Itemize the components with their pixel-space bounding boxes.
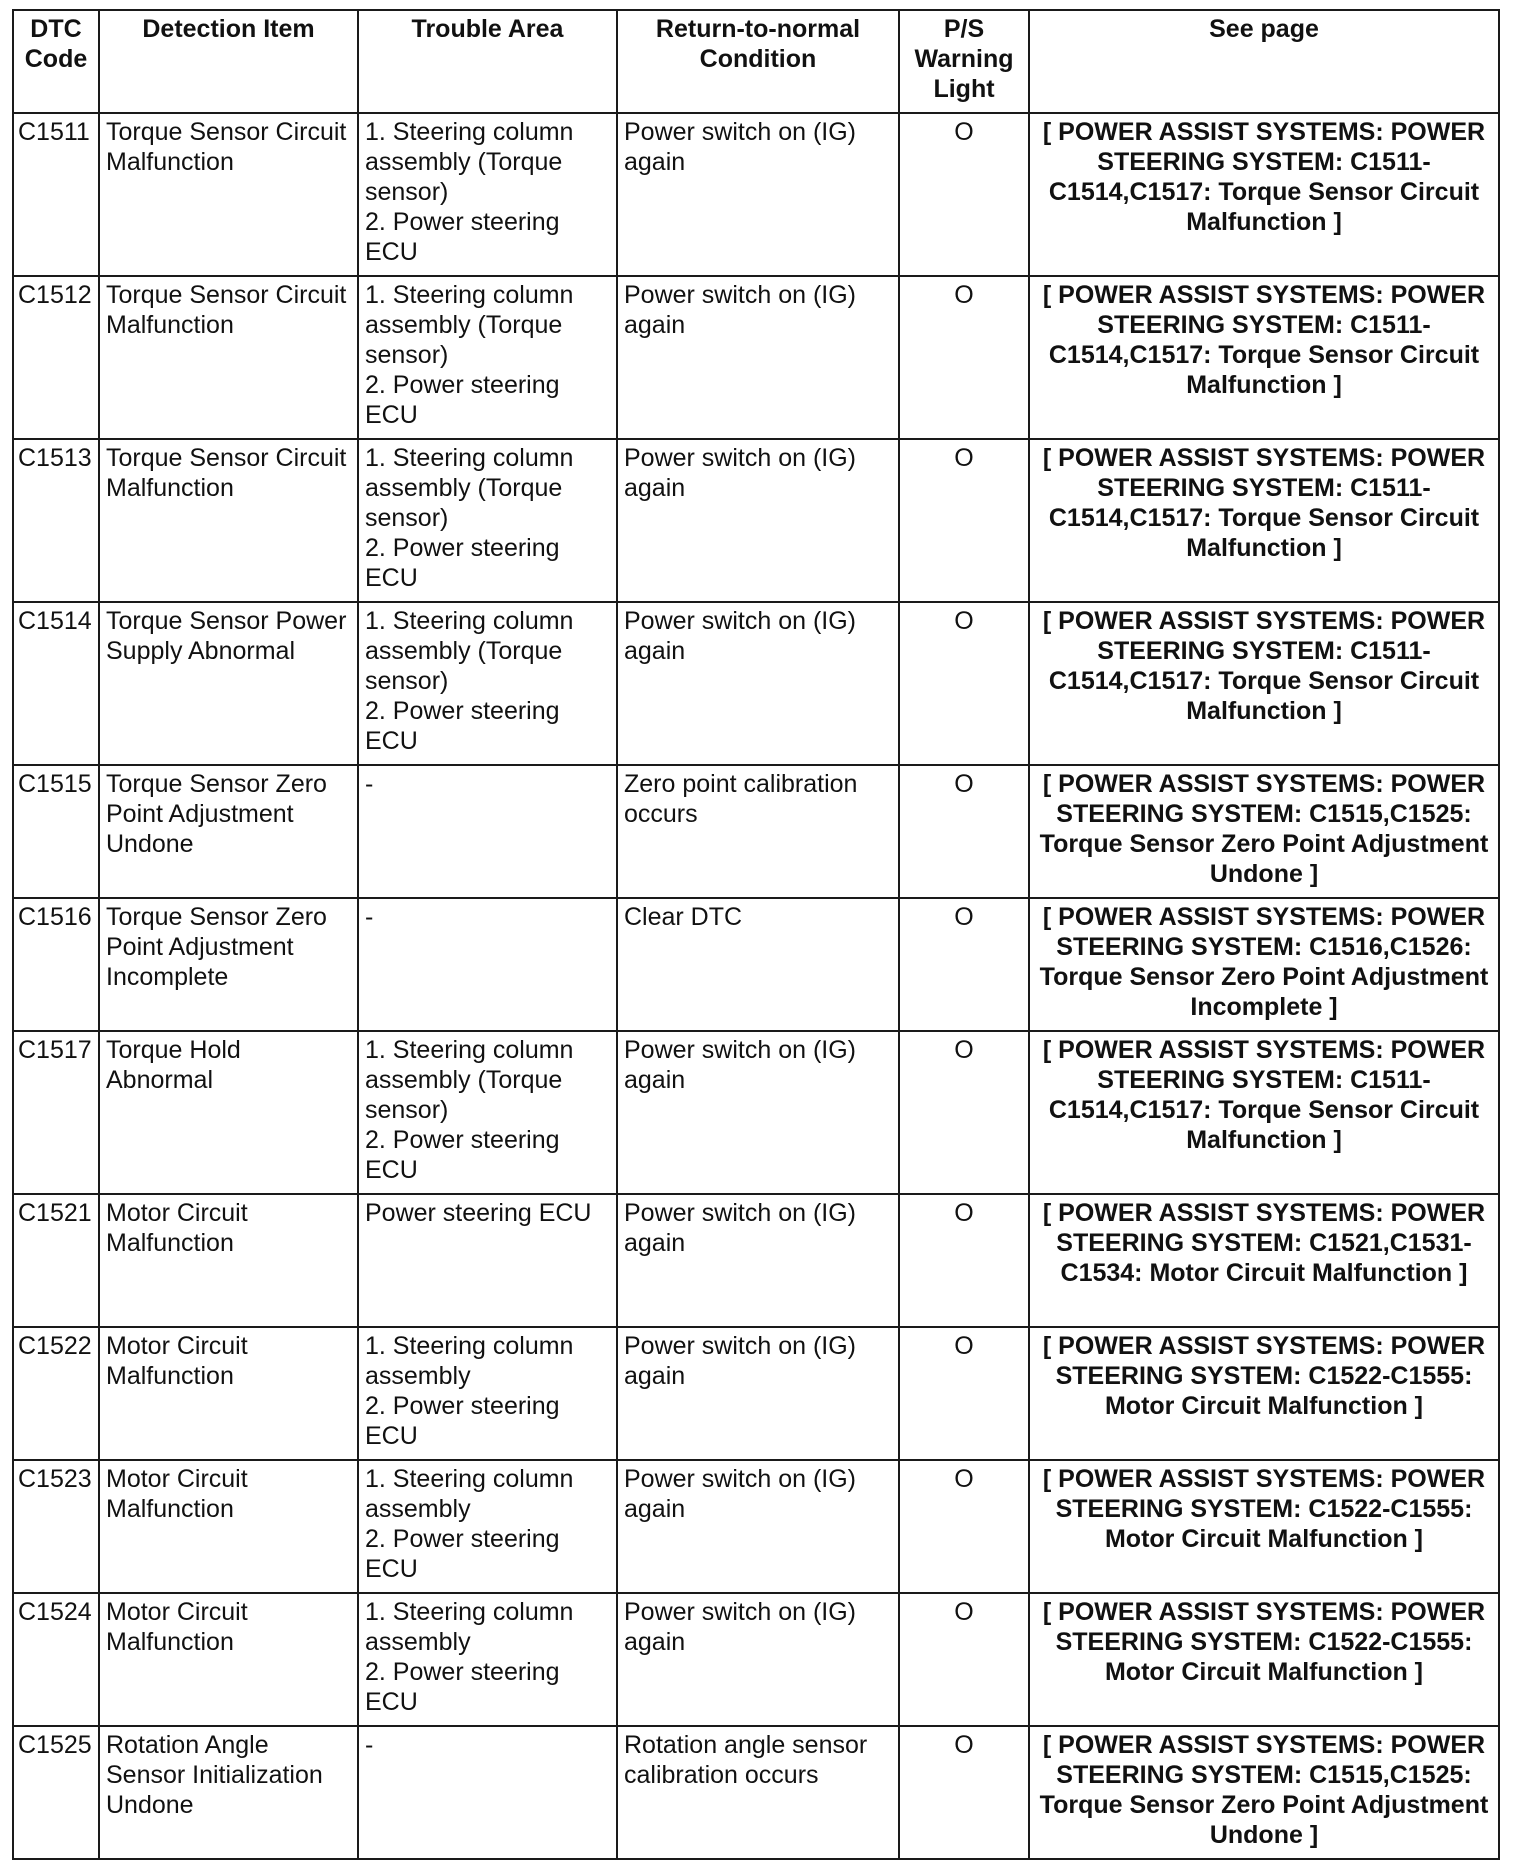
dtc-code-cell: C1523	[13, 1460, 99, 1593]
trouble-area-line: 2. Power steering ECU	[365, 1126, 560, 1184]
warning-light-cell: O	[899, 113, 1029, 276]
see-page-link[interactable]: [ POWER ASSIST SYSTEMS: POWER STEERING SYSTEM: C1516,C1526: Torque Sensor Zero Point Adjustment Incomplete ]	[1029, 898, 1499, 1031]
dtc-code-cell: C1516	[13, 898, 99, 1031]
warning-light-cell: O	[899, 1327, 1029, 1460]
table-row	[13, 898, 1499, 1031]
table-row	[13, 1194, 1499, 1327]
header-see-page: See page	[1029, 10, 1499, 113]
see-page-link[interactable]: [ POWER ASSIST SYSTEMS: POWER STEERING SYSTEM: C1521,C1531-C1534: Motor Circuit Malfunction ]	[1029, 1194, 1499, 1327]
trouble-area-line: -	[365, 903, 374, 931]
return-condition-cell: Power switch on (IG) again	[617, 1593, 899, 1726]
detection-item-cell: Rotation Angle Sensor Initialization Undone	[99, 1726, 358, 1859]
detection-item-cell: Motor Circuit Malfunction	[99, 1460, 358, 1593]
see-page-link[interactable]: [ POWER ASSIST SYSTEMS: POWER STEERING SYSTEM: C1511-C1514,C1517: Torque Sensor Circuit Malfunction ]	[1029, 602, 1499, 765]
dtc-code-cell: C1514	[13, 602, 99, 765]
see-page-link[interactable]: [ POWER ASSIST SYSTEMS: POWER STEERING SYSTEM: C1522-C1555: Motor Circuit Malfunction ]	[1029, 1460, 1499, 1593]
trouble-area-line: 1. Steering column assembly (Torque sensor)	[365, 444, 574, 532]
warning-light-cell: O	[899, 1031, 1029, 1194]
dtc-code-cell: C1515	[13, 765, 99, 898]
table-row	[13, 602, 1499, 765]
trouble-area-line: 2. Power steering ECU	[365, 371, 560, 429]
trouble-area-cell	[358, 113, 617, 276]
table-header-row	[13, 10, 1499, 113]
dtc-code-cell: C1512	[13, 276, 99, 439]
table-row	[13, 1327, 1499, 1460]
return-condition-cell: Zero point calibration occurs	[617, 765, 899, 898]
see-page-link[interactable]: [ POWER ASSIST SYSTEMS: POWER STEERING SYSTEM: C1522-C1555: Motor Circuit Malfunction ]	[1029, 1593, 1499, 1726]
trouble-area-line: -	[365, 1731, 374, 1759]
dtc-code-cell: C1511	[13, 113, 99, 276]
trouble-area-line: 1. Steering column assembly	[365, 1598, 574, 1656]
detection-item-cell: Torque Hold Abnormal	[99, 1031, 358, 1194]
trouble-area-line: 2. Power steering ECU	[365, 1392, 560, 1450]
return-condition-cell: Power switch on (IG) again	[617, 1194, 899, 1327]
header-warning-light: P/S Warning Light	[899, 10, 1029, 113]
trouble-area-cell	[358, 1327, 617, 1460]
table-row	[13, 439, 1499, 602]
trouble-area-cell	[358, 765, 617, 898]
return-condition-cell: Rotation angle sensor calibration occurs	[617, 1726, 899, 1859]
trouble-area-line: 2. Power steering ECU	[365, 208, 560, 266]
trouble-area-cell	[358, 898, 617, 1031]
detection-item-cell: Torque Sensor Zero Point Adjustment Incomplete	[99, 898, 358, 1031]
detection-item-cell: Torque Sensor Zero Point Adjustment Undone	[99, 765, 358, 898]
dtc-table	[12, 9, 1500, 1860]
return-condition-cell: Power switch on (IG) again	[617, 113, 899, 276]
trouble-area-line: 2. Power steering ECU	[365, 534, 560, 592]
warning-light-cell: O	[899, 602, 1029, 765]
return-condition-cell: Power switch on (IG) again	[617, 439, 899, 602]
warning-light-cell: O	[899, 1460, 1029, 1593]
see-page-link[interactable]: [ POWER ASSIST SYSTEMS: POWER STEERING SYSTEM: C1515,C1525: Torque Sensor Zero Point Adjustment Undone ]	[1029, 765, 1499, 898]
warning-light-cell: O	[899, 1194, 1029, 1327]
see-page-link[interactable]: [ POWER ASSIST SYSTEMS: POWER STEERING SYSTEM: C1522-C1555: Motor Circuit Malfunction ]	[1029, 1327, 1499, 1460]
return-condition-cell: Power switch on (IG) again	[617, 276, 899, 439]
trouble-area-line: Power steering ECU	[365, 1199, 592, 1227]
trouble-area-line: 2. Power steering ECU	[365, 1658, 560, 1716]
return-condition-cell: Power switch on (IG) again	[617, 1327, 899, 1460]
dtc-code-cell: C1517	[13, 1031, 99, 1194]
warning-light-cell: O	[899, 276, 1029, 439]
table-row	[13, 113, 1499, 276]
see-page-link[interactable]: [ POWER ASSIST SYSTEMS: POWER STEERING SYSTEM: C1515,C1525: Torque Sensor Zero Point Adjustment Undone ]	[1029, 1726, 1499, 1859]
warning-light-cell: O	[899, 439, 1029, 602]
table-row	[13, 765, 1499, 898]
dtc-code-cell: C1513	[13, 439, 99, 602]
detection-item-cell: Motor Circuit Malfunction	[99, 1194, 358, 1327]
see-page-link[interactable]: [ POWER ASSIST SYSTEMS: POWER STEERING SYSTEM: C1511-C1514,C1517: Torque Sensor Circuit Malfunction ]	[1029, 113, 1499, 276]
table-body	[13, 113, 1499, 1859]
table-row	[13, 1593, 1499, 1726]
table-row	[13, 1726, 1499, 1859]
trouble-area-cell	[358, 1726, 617, 1859]
warning-light-cell: O	[899, 765, 1029, 898]
detection-item-cell: Torque Sensor Circuit Malfunction	[99, 113, 358, 276]
return-condition-cell: Power switch on (IG) again	[617, 1031, 899, 1194]
dtc-code-cell: C1525	[13, 1726, 99, 1859]
header-return-condition: Return-to-normal Condition	[617, 10, 899, 113]
trouble-area-cell	[358, 1194, 617, 1327]
table-row	[13, 1460, 1499, 1593]
detection-item-cell: Torque Sensor Power Supply Abnormal	[99, 602, 358, 765]
trouble-area-line: 1. Steering column assembly (Torque sensor)	[365, 281, 574, 369]
trouble-area-line: 1. Steering column assembly	[365, 1332, 574, 1390]
return-condition-cell: Clear DTC	[617, 898, 899, 1031]
dtc-code-cell: C1524	[13, 1593, 99, 1726]
trouble-area-line: -	[365, 770, 374, 798]
warning-light-cell: O	[899, 898, 1029, 1031]
trouble-area-line: 1. Steering column assembly	[365, 1465, 574, 1523]
header-trouble-area: Trouble Area	[358, 10, 617, 113]
trouble-area-cell	[358, 1460, 617, 1593]
detection-item-cell: Torque Sensor Circuit Malfunction	[99, 276, 358, 439]
table-row	[13, 1031, 1499, 1194]
trouble-area-line: 2. Power steering ECU	[365, 697, 560, 755]
trouble-area-cell	[358, 602, 617, 765]
detection-item-cell: Torque Sensor Circuit Malfunction	[99, 439, 358, 602]
dtc-code-cell: C1521	[13, 1194, 99, 1327]
detection-item-cell: Motor Circuit Malfunction	[99, 1593, 358, 1726]
warning-light-cell: O	[899, 1726, 1029, 1859]
trouble-area-line: 1. Steering column assembly (Torque sensor)	[365, 607, 574, 695]
trouble-area-cell	[358, 276, 617, 439]
header-detection-item: Detection Item	[99, 10, 358, 113]
warning-light-cell: O	[899, 1593, 1029, 1726]
trouble-area-line: 1. Steering column assembly (Torque sensor)	[365, 118, 574, 206]
see-page-link[interactable]: [ POWER ASSIST SYSTEMS: POWER STEERING SYSTEM: C1511-C1514,C1517: Torque Sensor Circuit Malfunction ]	[1029, 439, 1499, 602]
trouble-area-line: 2. Power steering ECU	[365, 1525, 560, 1583]
see-page-link[interactable]: [ POWER ASSIST SYSTEMS: POWER STEERING SYSTEM: C1511-C1514,C1517: Torque Sensor Circuit Malfunction ]	[1029, 1031, 1499, 1194]
trouble-area-cell	[358, 439, 617, 602]
table-row	[13, 276, 1499, 439]
dtc-code-cell: C1522	[13, 1327, 99, 1460]
trouble-area-line: 1. Steering column assembly (Torque sensor)	[365, 1036, 574, 1124]
see-page-link[interactable]: [ POWER ASSIST SYSTEMS: POWER STEERING SYSTEM: C1511-C1514,C1517: Torque Sensor Circuit Malfunction ]	[1029, 276, 1499, 439]
return-condition-cell: Power switch on (IG) again	[617, 1460, 899, 1593]
header-dtc-code: DTC Code	[13, 10, 99, 113]
trouble-area-cell	[358, 1031, 617, 1194]
detection-item-cell: Motor Circuit Malfunction	[99, 1327, 358, 1460]
trouble-area-cell	[358, 1593, 617, 1726]
return-condition-cell: Power switch on (IG) again	[617, 602, 899, 765]
